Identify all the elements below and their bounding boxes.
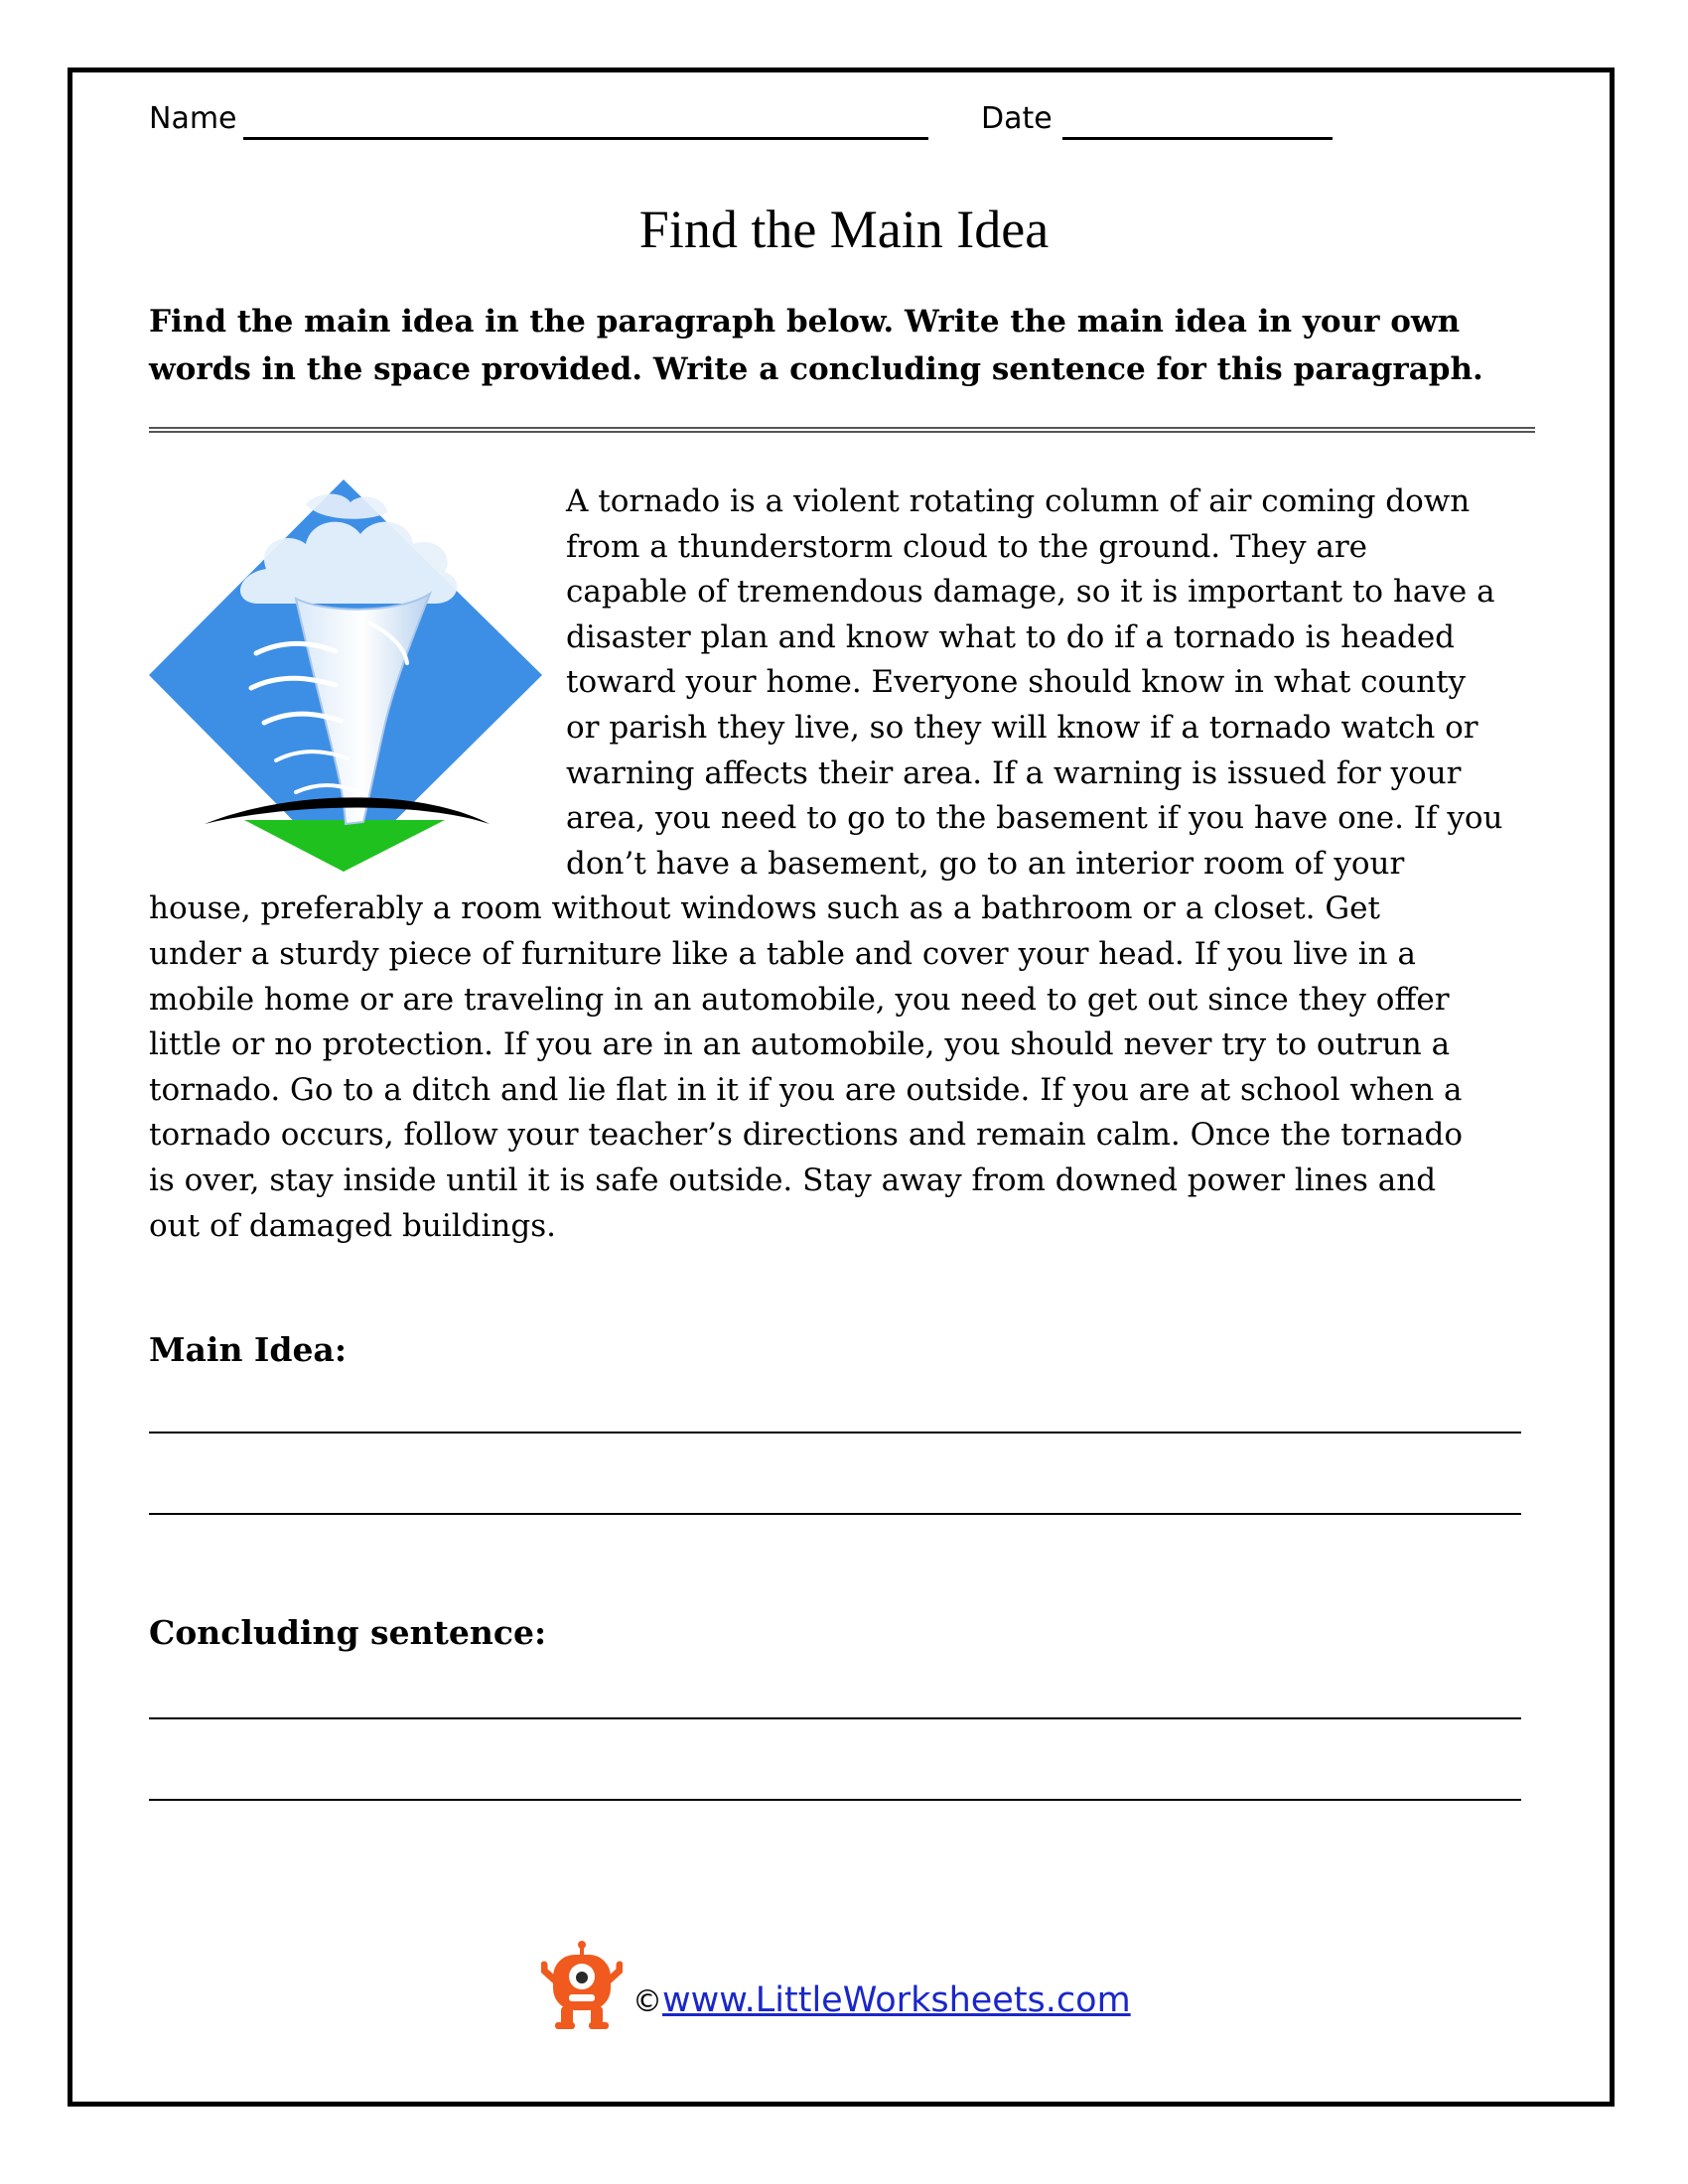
date-field[interactable] <box>1062 137 1333 140</box>
passage-line: or parish they live, so they will know if a tornado watch or <box>566 709 1478 746</box>
footer-text <box>633 1980 1131 2020</box>
passage-line: capable of tremendous damage, so it is important to have a <box>566 574 1495 611</box>
copyright-symbol: © <box>633 1984 662 2019</box>
passage-line: from a thunderstorm cloud to the ground. They are <box>566 528 1368 565</box>
passage-line: house, preferably a room without windows such as a bathroom or a closet. Get <box>149 890 1380 927</box>
main-idea-answer-line-1[interactable] <box>149 1432 1521 1433</box>
footer <box>541 1941 1236 2030</box>
name-field[interactable] <box>243 137 928 140</box>
passage-line: A tornado is a violent rotating column of air coming down <box>566 483 1471 519</box>
passage-line: area, you need to go to the basement if you have one. If you <box>566 800 1503 837</box>
divider <box>149 427 1535 433</box>
concluding-answer-line-2[interactable] <box>149 1799 1521 1801</box>
date-label: Date <box>981 101 1053 136</box>
passage-line: is over, stay inside until it is safe outside. Stay away from downed power lines and <box>149 1161 1437 1198</box>
header-row <box>149 101 1390 145</box>
passage-line: under a sturdy piece of furniture like a table and cover your head. If you live in a <box>149 935 1416 972</box>
reading-passage <box>149 479 1539 1249</box>
passage-line: little or no protection. If you are in an automobile, you should never try to outrun a <box>149 1026 1451 1063</box>
passage-line: toward your home. Everyone should know in what county <box>566 664 1467 701</box>
name-label: Name <box>149 101 237 136</box>
instructions-line: Find the main idea in the paragraph below. Write the main idea in your own <box>149 304 1461 340</box>
main-idea-answer-line-2[interactable] <box>149 1513 1521 1515</box>
passage-line: tornado occurs, follow your teacher’s directions and remain calm. Once the tornado <box>149 1117 1464 1154</box>
passage-line: don’t have a basement, go to an interior room of your <box>566 845 1405 882</box>
passage-line: mobile home or are traveling in an automobile, you need to get out since they offer <box>149 981 1450 1018</box>
passage-line: warning affects their area. If a warning is issued for your <box>566 754 1462 791</box>
passage-line: disaster plan and know what to do if a tornado is headed <box>566 618 1456 655</box>
instructions <box>149 298 1529 393</box>
concluding-sentence-label: Concluding sentence: <box>149 1613 547 1652</box>
concluding-answer-line-1[interactable] <box>149 1717 1521 1719</box>
main-idea-label: Main Idea: <box>149 1330 347 1369</box>
page-title: Find the Main Idea <box>638 200 1050 259</box>
monster-icon <box>541 1941 623 2030</box>
passage-line: out of damaged buildings. <box>149 1207 556 1244</box>
passage-line: tornado. Go to a ditch and lie flat in it if you are outside. If you are at school when a <box>149 1071 1463 1108</box>
instructions-line: words in the space provided. Write a concluding sentence for this paragraph. <box>149 351 1483 387</box>
website-link[interactable]: www.LittleWorksheets.com <box>662 1980 1131 2020</box>
